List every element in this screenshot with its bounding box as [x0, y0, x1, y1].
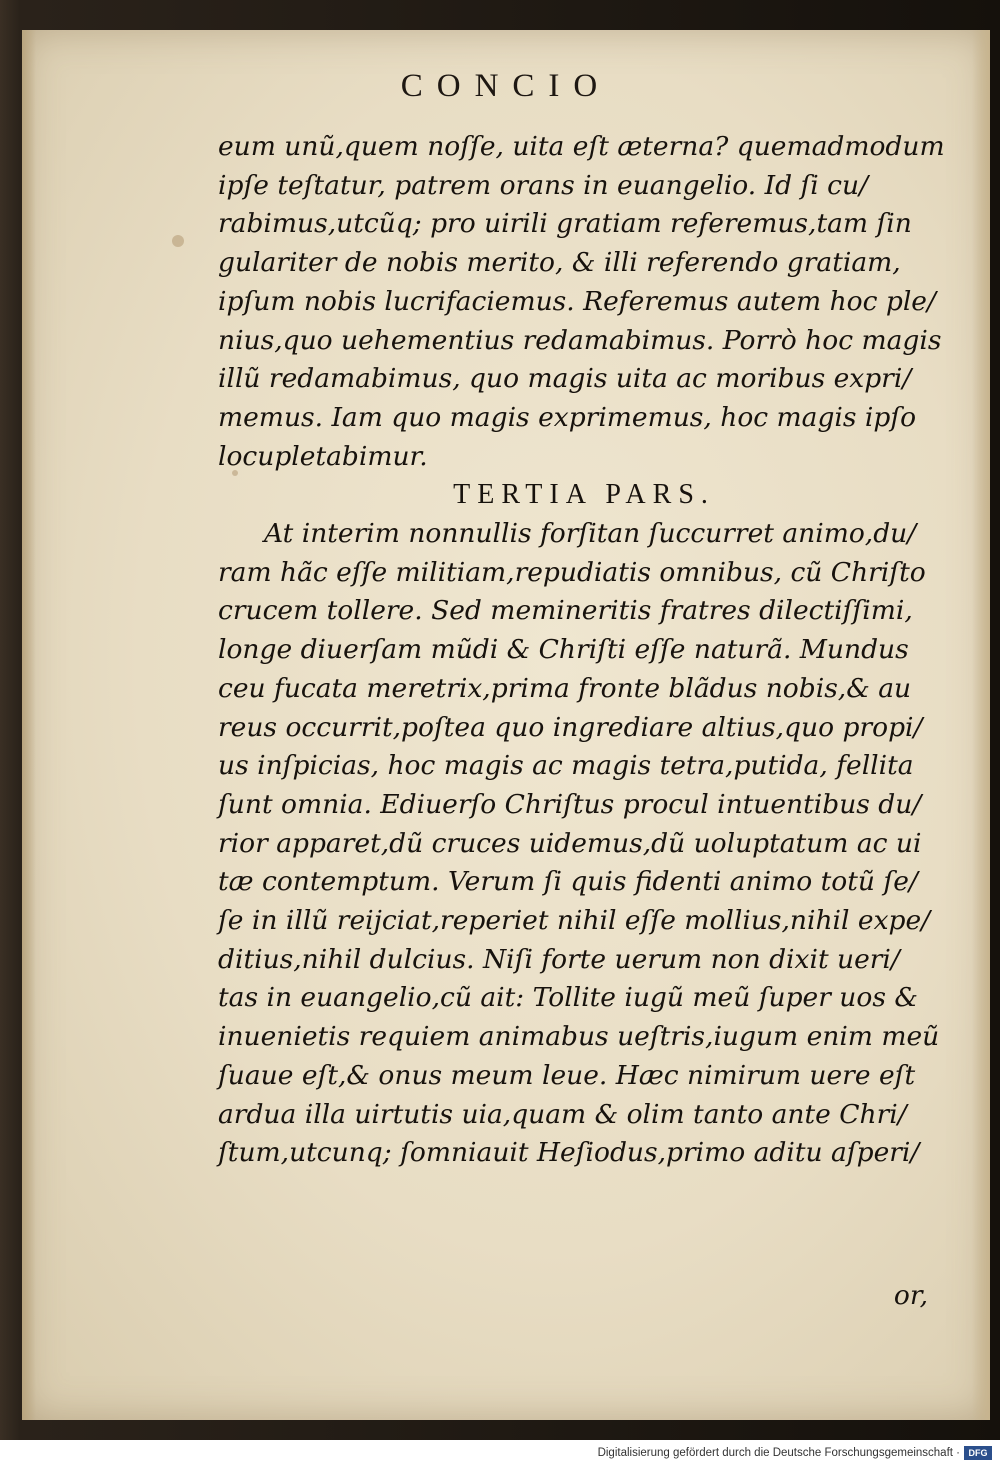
- page-edge-left: [22, 30, 36, 1420]
- text-line: ceu fucata meretrix,prima fronte blãdus nobis,& au: [218, 672, 912, 704]
- text-line: illũ redamabimus, quo magis uita ac moribus expri/: [218, 363, 912, 395]
- dfg-logo[interactable]: DFG: [964, 1446, 992, 1460]
- text-line: ipſe teſtatur, patrem orans in euangelio. Id ſi cu/: [218, 169, 869, 201]
- text-block: [218, 128, 945, 1173]
- text-line: crucem tollere. Sed memineritis fratres dilectiſſimi,: [218, 595, 913, 627]
- text-line: tas in euangelio,cũ ait: Tollite iugũ meũ ſuper uos &: [218, 982, 918, 1014]
- footer-credit: Digitalisierung gefördert durch die Deutsche Forschungsgemeinschaft ·: [597, 1447, 960, 1459]
- text-line: gulariter de nobis merito, & illi referendo gratiam,: [218, 247, 901, 279]
- text-line: ditius,nihil dulcius. Niſi forte uerum non dixit ueri/: [218, 943, 900, 975]
- text-line: ſuaue eſt,& onus meum leue. Hæc nimirum uere eſt: [218, 1059, 916, 1091]
- text-line: nius,quo uehementius redamabimus. Porrò hoc magis: [218, 324, 942, 356]
- page-edge-right: [972, 30, 990, 1420]
- text-line: ardua illa uirtutis uia,quam & olim tanto ante Chri/: [218, 1098, 907, 1130]
- text-line: rabimus,utcũq; pro uirili gratiam referemus,tam ſin: [218, 208, 912, 240]
- book-page: [22, 30, 990, 1420]
- text-line: us inſpicias, hoc magis ac magis tetra,putida, fellita: [218, 750, 914, 782]
- text-line: ſe in illũ reijciat,reperiet nihil eſſe mollius,nihil expe/: [218, 905, 931, 937]
- text-line: ram hãc eſſe militiam,repudiatis omnibus, cũ Chriſto: [218, 556, 926, 588]
- text-line: ſtum,utcunq; ſomniauit Heſiodus,primo aditu aſperi/: [218, 1137, 920, 1169]
- text-line: reus occurrit,poſtea quo ingrediare altius,quo propi/: [218, 711, 923, 743]
- text-line: memus. Iam quo magis exprimemus, hoc magis ipſo: [218, 401, 917, 433]
- footer-bar: [0, 1440, 1000, 1466]
- text-line: ipſum nobis lucrifaciemus. Referemus autem hoc ple/: [218, 285, 936, 317]
- page-stain: [172, 235, 184, 247]
- text-line: rior apparet,dũ cruces uidemus,dũ uoluptatum ac ui: [218, 827, 922, 859]
- text-line: At interim nonnullis forſitan ſuccurret animo,du/: [264, 518, 917, 550]
- catchword: or,: [893, 1280, 928, 1311]
- text-line: ſunt omnia. Ediuerſo Chriſtus procul intuentibus du/: [218, 788, 922, 820]
- text-line: locupletabimur.: [218, 440, 428, 472]
- section-heading: TERTIA PARS.: [453, 479, 715, 511]
- text-line: eum unũ,quem noſſe, uita eſt æterna? quemadmodum: [218, 131, 945, 162]
- text-line: longe diuerſam mũdi & Chriſti eſſe naturã. Mundus: [218, 634, 909, 666]
- text-line: tæ contemptum. Verum ſi quis fidenti animo totũ ſe/: [218, 866, 918, 898]
- text-line: inuenietis requiem animabus ueſtris,iugum enim meũ: [218, 1021, 940, 1053]
- running-head: CONCIO: [400, 68, 612, 104]
